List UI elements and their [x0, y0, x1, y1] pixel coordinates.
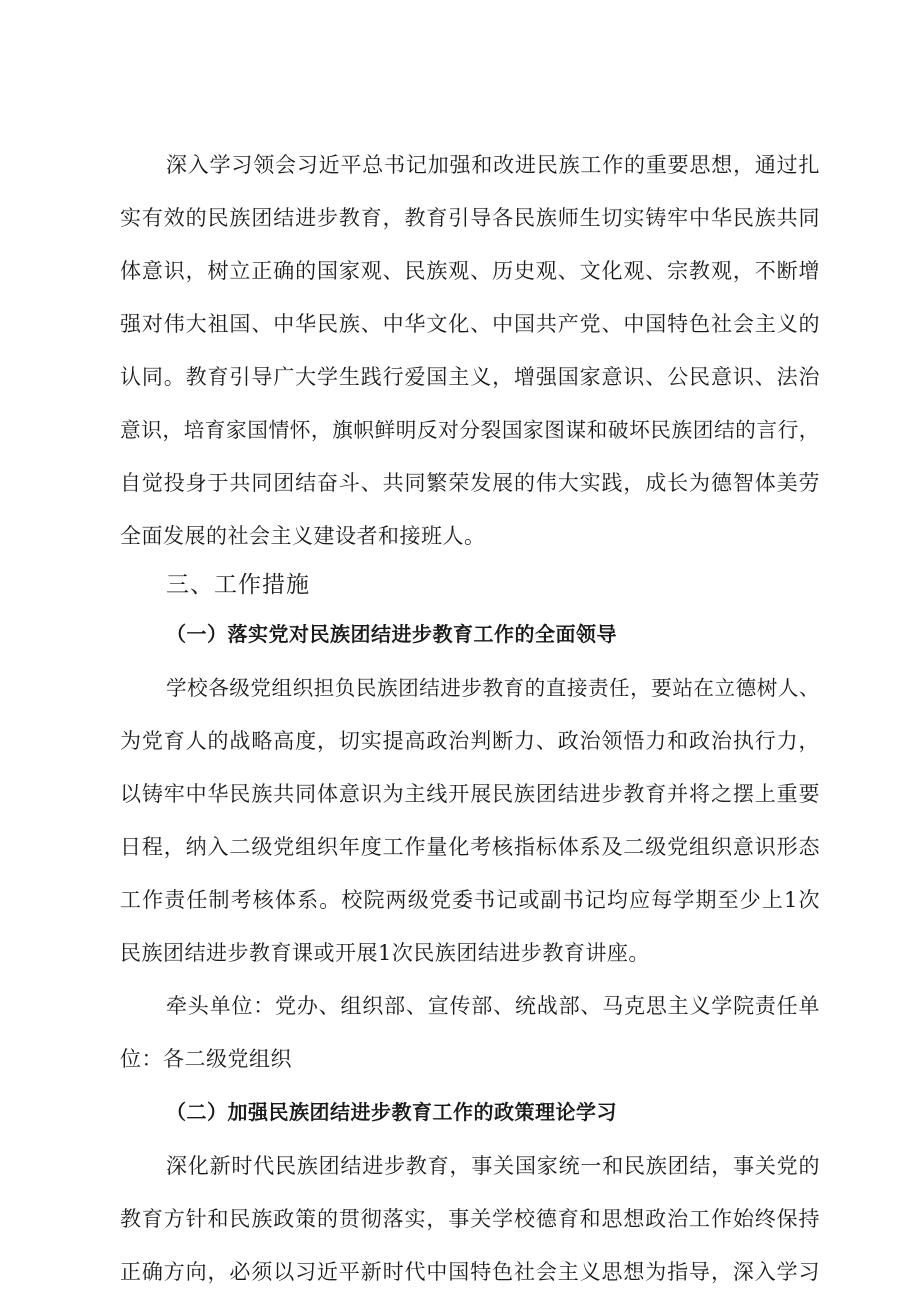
paragraph-1-line-3: 体意识，树立正确的国家观、民族观、历史观、文化观、宗教观，不断增 — [120, 259, 820, 283]
lead-units-line-2: 位：各二级党组织 — [120, 1047, 292, 1071]
subsection-2-title: （二）加强民族团结进步教育工作的政策理论学习 — [166, 1100, 617, 1124]
subsection-1-line-5: 工作责任制考核体系。校院两级党委书记或副书记均应每学期至少上1次 — [120, 888, 820, 912]
subsection-2-line-2: 教育方针和民族政策的贯彻落实，事关学校德育和思想政治工作始终保持 — [120, 1207, 820, 1231]
paragraph-1-line-4: 强对伟大祖国、中华民族、中华文化、中国共产党、中国特色社会主义的 — [120, 312, 820, 336]
paragraph-1-line-8: 全面发展的社会主义建设者和接班人。 — [120, 524, 486, 548]
paragraph-1-line-1: 深入学习领会习近平总书记加强和改进民族工作的重要思想，通过扎 — [166, 153, 820, 177]
paragraph-1-line-2: 实有效的民族团结进步教育，教育引导各民族师生切实铸牢中华民族共同 — [120, 206, 820, 230]
paragraph-1-line-6: 意识，培育家国情怀，旗帜鲜明反对分裂国家图谋和破坏民族团结的言行， — [120, 418, 820, 442]
subsection-1-line-1: 学校各级党组织担负民族团结进步教育的直接责任，要站在立德树人、 — [166, 676, 820, 700]
subsection-1-line-2: 为党育人的战略高度，切实提高政治判断力、政治领悟力和政治执行力， — [120, 729, 820, 753]
subsection-1-line-6: 民族团结进步教育课或开展1次民族团结进步教育讲座。 — [120, 941, 650, 965]
lead-units-line-1: 牵头单位：党办、组织部、宣传部、统战部、马克思主义学院责任单 — [166, 994, 820, 1018]
paragraph-1-line-5: 认同。教育引导广大学生践行爱国主义，增强国家意识、公民意识、法治 — [120, 365, 820, 389]
subsection-1-title: （一）落实党对民族团结进步教育工作的全面领导 — [166, 622, 617, 646]
paragraph-1-line-7: 自觉投身于共同团结奋斗、共同繁荣发展的伟大实践，成长为德智体美劳 — [120, 471, 820, 495]
subsection-1-line-4: 日程，纳入二级党组织年度工作量化考核指标体系及二级党组织意识形态 — [120, 835, 820, 859]
section-heading: 三、工作措施 — [166, 572, 310, 598]
subsection-2-line-3: 正确方向，必须以习近平新时代中国特色社会主义思想为指导，深入学习 — [120, 1260, 820, 1284]
subsection-1-line-3: 以铸牢中华民族共同体意识为主线开展民族团结进步教育并将之摆上重要 — [120, 782, 820, 806]
subsection-2-line-1: 深化新时代民族团结进步教育，事关国家统一和民族团结，事关党的 — [166, 1154, 820, 1178]
